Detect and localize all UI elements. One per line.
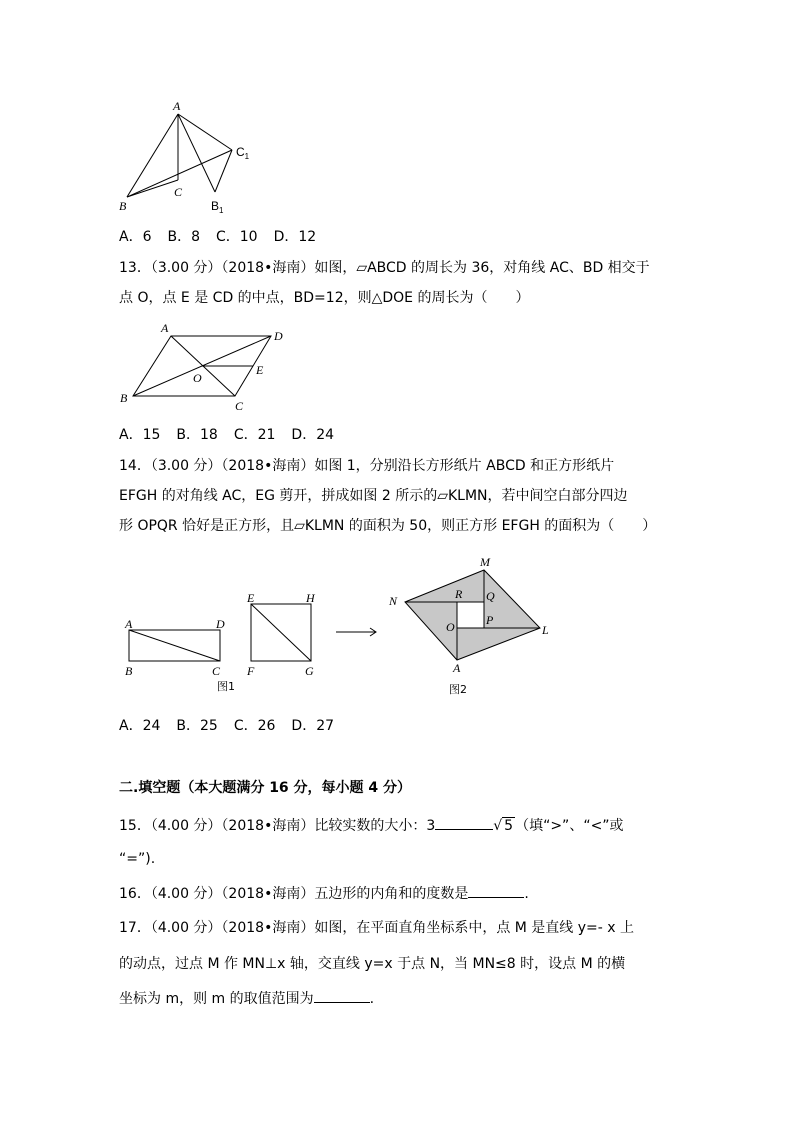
q15-text-pre: 15．（4.00 分）（2018•海南）比较实数的大小：3 bbox=[119, 818, 436, 834]
q17-line3 bbox=[119, 988, 374, 1009]
q17-answer-blank[interactable] bbox=[314, 988, 370, 1003]
q13-line1: 13．（3.00 分）（2018•海南）如图，▱ABCD 的周长为 36，对角线 AC、BD 相交于 bbox=[119, 260, 650, 276]
q14-line2: EFGH 的对角线 AC，EG 剪开，拼成如图 2 所示的▱KLMN，若中间空白部分四边 bbox=[119, 488, 628, 504]
fig12-label-a: A bbox=[173, 99, 181, 113]
q14-line3: 形 OPQR 恰好是正方形，且▱KLMN 的面积为 50，则正方形 EFGH 的面积为（ ） bbox=[119, 518, 657, 534]
fig14-label-e: E bbox=[247, 591, 255, 605]
q13-line2: 点 O，点 E 是 CD 的中点，BD=12，则△DOE 的周长为（ ） bbox=[119, 290, 530, 306]
fig14-label-g: G bbox=[305, 664, 314, 678]
q14-figure1 bbox=[115, 590, 345, 700]
q15-line2: “=”). bbox=[119, 851, 156, 867]
section-fill-in-title: 二.填空题（本大题满分 16 分，每小题 4 分） bbox=[119, 780, 412, 796]
q14-options bbox=[119, 716, 350, 736]
fig14-label-h: H bbox=[306, 591, 315, 605]
fig13-label-b: B bbox=[120, 391, 128, 405]
q14-option-a[interactable]: A．24 bbox=[119, 718, 161, 734]
arrow-icon bbox=[334, 626, 382, 638]
q14-option-b[interactable]: B．25 bbox=[176, 718, 218, 734]
fig14-label-f: F bbox=[247, 664, 255, 678]
q17-text-post: . bbox=[369, 991, 375, 1007]
fig14-label-c: C bbox=[212, 664, 221, 678]
q12-option-d[interactable]: D．12 bbox=[273, 229, 317, 245]
fig13-label-c: C bbox=[235, 399, 244, 413]
q12-option-a[interactable]: A．6 bbox=[119, 229, 152, 245]
fig13-label-o: O bbox=[193, 371, 202, 385]
q15-text-post: （填“>”、“<”或 bbox=[515, 818, 624, 834]
fig14b-label-n: N bbox=[389, 594, 398, 608]
q13-figure bbox=[115, 322, 295, 412]
fig13-label-d: D bbox=[274, 329, 283, 343]
q17-line1: 17．（4.00 分）（2018•海南）如图，在平面直角坐标系中，点 M 是直线 y=- x 上 bbox=[119, 920, 635, 936]
sqrt-5: √ 5 bbox=[493, 818, 514, 834]
fig12-label-b1: $B_1$ bbox=[211, 199, 224, 215]
fig14-caption-2: 图2 bbox=[449, 683, 467, 696]
q16-line1 bbox=[119, 883, 529, 904]
fig13-label-a: A bbox=[161, 321, 169, 335]
fig14b-label-o: O bbox=[446, 620, 455, 634]
q12-options bbox=[119, 227, 332, 247]
fig14-label-a: A bbox=[125, 617, 133, 631]
q17-text-pre: 坐标为 m，则 m 的取值范围为 bbox=[119, 991, 314, 1007]
fig14b-label-l: L bbox=[542, 623, 549, 637]
q12-option-b[interactable]: B．8 bbox=[167, 229, 200, 245]
fig12-label-c1: $C_1$ bbox=[236, 145, 250, 161]
q16-text-pre: 16．（4.00 分）（2018•海南）五边形的内角和的度数是 bbox=[119, 886, 469, 902]
q13-option-c[interactable]: C．21 bbox=[233, 427, 276, 443]
q15-answer-blank[interactable] bbox=[435, 815, 493, 830]
q15-line1 bbox=[119, 815, 624, 836]
q14-line1: 14．（3.00 分）（2018•海南）如图 1，分别沿长方形纸片 ABCD 和正方形纸片 bbox=[119, 458, 615, 474]
q14-figure2 bbox=[385, 552, 565, 702]
q12-figure bbox=[115, 100, 275, 220]
fig12-label-b: B bbox=[119, 199, 127, 213]
fig14b-label-a: A bbox=[453, 661, 461, 675]
q13-option-d[interactable]: D．24 bbox=[291, 427, 335, 443]
fig13-label-e: E bbox=[256, 363, 264, 377]
q16-answer-blank[interactable] bbox=[468, 883, 524, 898]
fig14b-label-r: R bbox=[455, 587, 463, 601]
q13-option-a[interactable]: A．15 bbox=[119, 427, 161, 443]
q14-option-d[interactable]: D．27 bbox=[291, 718, 335, 734]
fig14b-label-m: M bbox=[480, 555, 490, 569]
q17-line2: 的动点，过点 M 作 MN⊥x 轴，交直线 y=x 于点 N，当 MN≤8 时，设点 M 的横 bbox=[119, 956, 626, 972]
fig14b-label-p: P bbox=[486, 613, 494, 627]
q13-options bbox=[119, 425, 350, 445]
q14-option-c[interactable]: C．26 bbox=[233, 718, 276, 734]
fig14-label-d: D bbox=[216, 617, 225, 631]
fig14-label-b: B bbox=[125, 664, 133, 678]
q16-text-post: . bbox=[524, 886, 529, 902]
fig14b-label-q: Q bbox=[486, 589, 495, 603]
sqrt-radicand: 5 bbox=[504, 818, 514, 834]
fig14-caption-1: 图1 bbox=[217, 680, 235, 693]
q12-option-c[interactable]: C．10 bbox=[216, 229, 258, 245]
q13-option-b[interactable]: B．18 bbox=[176, 427, 218, 443]
fig12-label-c: C bbox=[174, 185, 183, 199]
